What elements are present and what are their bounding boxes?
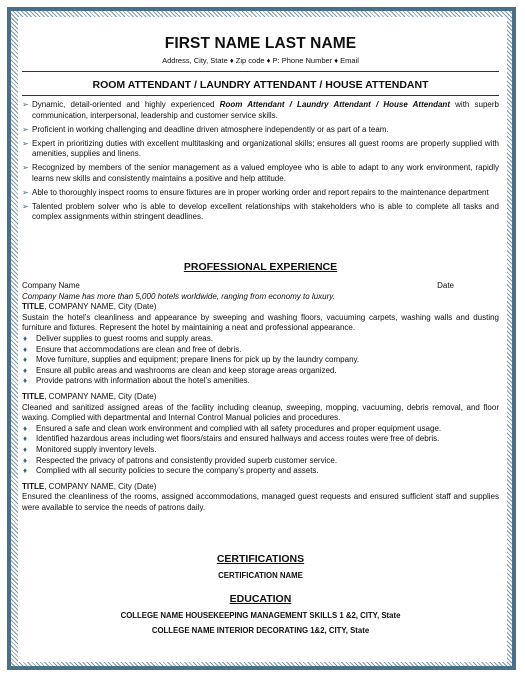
resume-headline: ROOM ATTENDANT / LAUNDRY ATTENDANT / HOUSE ATTENDANT	[92, 79, 429, 91]
job-description: Cleaned and sanitized assigned areas of the facility including cleanup, sweeping, mopping, vacuuming, debris removal, and floor waxing. Complied with departmental and Internal Control Manual policies and procedures.	[22, 402, 499, 423]
arrow-bullet-icon: ➢	[22, 201, 29, 211]
contact-line: Address, City, State ♦ Zip code ♦ P: Phone Number ♦ Email	[162, 56, 359, 65]
experience-section	[22, 281, 499, 513]
diamond-bullet-icon: ♦	[23, 376, 28, 386]
list-item: ♦ Complied with all security policies to secure the company’s property and assets.	[23, 466, 319, 476]
summary-item: ➢ Expert in prioritizing duties with excellent multitasking and organizational skills; ensures all guest rooms are properly supplied with amenities, supplies and linens.	[22, 138, 499, 159]
arrow-bullet-icon: ➢	[22, 138, 29, 148]
job-title-line: TITLE, COMPANY NAME, City (Date)	[22, 481, 157, 491]
resume-name: FIRST NAME LAST NAME	[164, 35, 357, 52]
job-bullets	[22, 424, 499, 477]
diamond-bullet-icon: ♦	[23, 365, 28, 375]
arrow-bullet-icon: ➢	[22, 124, 29, 134]
list-item: ♦ Identified hazardous areas including wet floors/stairs and ensured hallways and access routes were free of debris.	[23, 434, 440, 444]
education-item: COLLEGE NAME HOUSEKEEPING MANAGEMENT SKILLS 1 &2, CITY, State	[120, 611, 401, 620]
certifications-heading: CERTIFICATIONS	[216, 553, 305, 565]
job-title-line: TITLE, COMPANY NAME, City (Date)	[22, 302, 157, 312]
experience-heading: PROFESSIONAL EXPERIENCE	[183, 261, 338, 273]
list-item: ♦ Respected the privacy of patrons and consistently provided superb customer service.	[23, 455, 338, 465]
list-item: ♦ Ensure all public areas and washrooms are clean and keep storage areas organized.	[23, 365, 337, 375]
list-item: ♦ Ensure that accommodations are clean and free of debris.	[23, 344, 242, 354]
company-description: Company Name has more than 5,000 hotels worldwide, ranging from economy to luxury.	[22, 291, 335, 301]
summary-item: ➢ Proficient in working challenging and deadline driven atmosphere independently or as part of a team.	[22, 124, 389, 134]
diamond-bullet-icon: ♦	[23, 455, 28, 465]
list-item: ♦ Move furniture, supplies and equipment; prepare linens for pick up by the laundry company.	[23, 355, 360, 365]
divider	[22, 95, 499, 96]
arrow-bullet-icon: ➢	[22, 187, 29, 197]
arrow-bullet-icon: ➢	[22, 163, 29, 173]
diamond-bullet-icon: ♦	[23, 355, 28, 365]
company-name: Company Name	[22, 281, 80, 290]
summary-item: ➢ Recognized by members of the senior management as a valued employee who is able to adapt to any work environment, rapidly learns new skills and consistently maintains a positive and help attitude.	[22, 163, 499, 183]
diamond-bullet-icon: ♦	[23, 344, 28, 354]
job-description: Ensured the cleanliness of the rooms, assigned accommodations, managed guest requests and ensured sufficient staff and supplies were available to service the needs of patrons daily.	[22, 492, 499, 512]
arrow-bullet-icon: ➢	[22, 100, 29, 109]
divider	[22, 71, 499, 72]
job-description: Sustain the hotel’s cleanliness and appearance by sweeping and washing floors, vacuuming carpets, washing walls and dusting furniture and fixtures. Represent the hotel by maintaining a neat and professional appearance.	[22, 312, 499, 333]
company-date: Date	[437, 281, 454, 290]
job-bullets	[22, 334, 499, 387]
summary-item: ➢ Able to thoroughly inspect rooms to ensure fixtures are in proper working order and report repairs to the maintenance department	[22, 187, 489, 197]
list-item: ♦ Deliver supplies to guest rooms and supply areas.	[23, 333, 213, 343]
diamond-bullet-icon: ♦	[23, 423, 28, 433]
summary-item: ➢ Dynamic, detail-oriented and highly experienced Room Attendant / Laundry Attendant / House Attendant with superb communication, interpersonal, leadership and customer service skills.	[22, 100, 499, 120]
list-item: ♦ Ensured a safe and clean work environment and complied with all safety procedures and proper equipment usage.	[23, 423, 442, 433]
summary-item: ➢ Talented problem solver who is able to develop excellent relationships with stakeholders who is able to complete all tasks and complex assignments within stringent deadlines.	[22, 201, 499, 222]
education-item: COLLEGE NAME INTERIOR DECORATING 1&2, CITY, State	[151, 626, 370, 635]
company-row	[22, 281, 499, 292]
diamond-bullet-icon: ♦	[23, 466, 28, 476]
diamond-bullet-icon: ♦	[23, 434, 28, 444]
certification-name: CERTIFICATION NAME	[218, 571, 303, 580]
diamond-bullet-icon: ♦	[23, 444, 28, 454]
list-item: ♦ Monitored supply inventory levels.	[23, 444, 157, 454]
job-title-line: TITLE, COMPANY NAME, City (Date)	[22, 391, 157, 401]
list-item: ♦ Provide patrons with information about the hotel’s amenities.	[23, 376, 250, 386]
summary-list	[22, 100, 499, 226]
diamond-bullet-icon: ♦	[23, 333, 28, 343]
education-heading: EDUCATION	[229, 593, 292, 605]
